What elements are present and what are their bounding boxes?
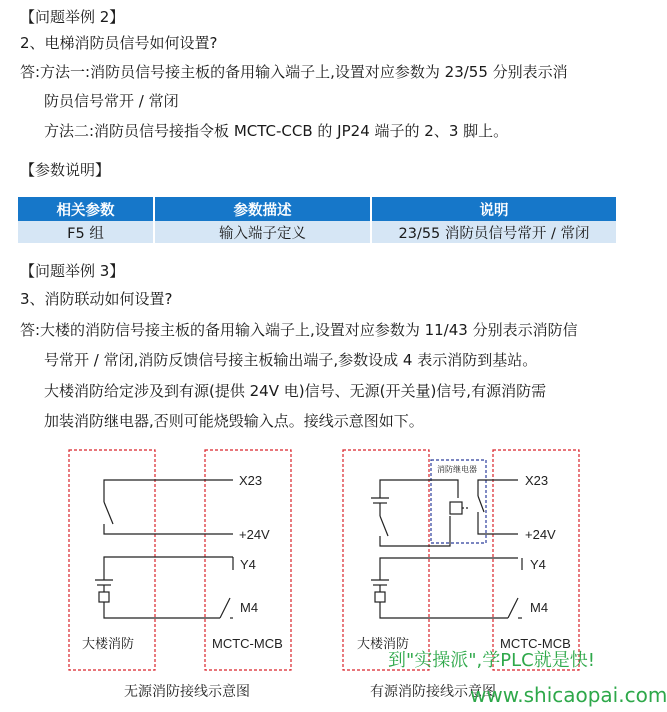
example2-question: 2、电梯消防员信号如何设置? [20, 34, 218, 52]
y4-terminal-label: Y4 [530, 557, 546, 572]
m4-terminal-label: M4 [240, 600, 259, 615]
board-label: MCTC-MCB [212, 636, 283, 651]
v24-terminal-label: +24V [525, 527, 556, 542]
m4-terminal-label: M4 [530, 600, 549, 615]
board-label: MCTC-MCB [500, 636, 571, 651]
relay-label: 消防继电器 [437, 465, 477, 474]
active-diagram-caption: 有源消防接线示意图 [370, 683, 496, 699]
example3-answer-line2: 号常开 / 常闭,消防反馈信号接主板输出端子,参数设成 4 表示消防到基站。 [44, 351, 538, 369]
params-cell: F5 组 [18, 221, 154, 243]
passive-diagram-caption: 无源消防接线示意图 [124, 683, 250, 699]
params-header-cell: 说明 [371, 197, 616, 221]
params-header-row [18, 197, 616, 221]
table-row [18, 221, 616, 243]
passive-wiring-diagram [69, 450, 291, 699]
example3-answer-line4: 加装消防继电器,否则可能烧毁输入点。接线示意图如下。 [44, 412, 424, 430]
x23-terminal-label: X23 [525, 473, 549, 488]
params-heading: 【参数说明】 [20, 161, 111, 179]
x23-terminal-label: X23 [239, 473, 263, 488]
example3-question: 3、消防联动如何设置? [20, 290, 173, 308]
watermark-slogan: 到"实操派",学PLC就是快! [388, 650, 595, 671]
example2-heading: 【问题举例 2】 [20, 8, 125, 26]
example3-heading: 【问题举例 3】 [20, 262, 125, 280]
params-cell: 输入端子定义 [154, 221, 371, 243]
example3-answer-line3: 大楼消防给定涉及到有源(提供 24V 电)信号、无源(开关量)信号,有源消防需 [44, 382, 547, 400]
example2-answer-line2: 防员信号常开 / 常闭 [44, 92, 179, 110]
example3-answer-line1: 答:大楼的消防信号接主板的备用输入端子上,设置对应参数为 11/43 分别表示消防信 [20, 321, 578, 339]
params-table [18, 197, 616, 243]
params-header-cell: 相关参数 [18, 197, 154, 221]
v24-terminal-label: +24V [239, 527, 270, 542]
watermark-url: www.shicaopai.com [470, 683, 667, 707]
building-fire-label: 大楼消防 [357, 636, 410, 651]
params-header-cell: 参数描述 [154, 197, 371, 221]
params-cell: 23/55 消防员信号常开 / 常闭 [371, 221, 616, 243]
building-fire-label: 大楼消防 [82, 636, 135, 651]
example2-answer-line1: 答:方法一:消防员信号接主板的备用输入端子上,设置对应参数为 23/55 分别表示消 [20, 63, 568, 81]
example2-answer-line3: 方法二:消防员信号接指令板 MCTC-CCB 的 JP24 端子的 2、3 脚上。 [44, 122, 509, 140]
y4-terminal-label: Y4 [240, 557, 256, 572]
